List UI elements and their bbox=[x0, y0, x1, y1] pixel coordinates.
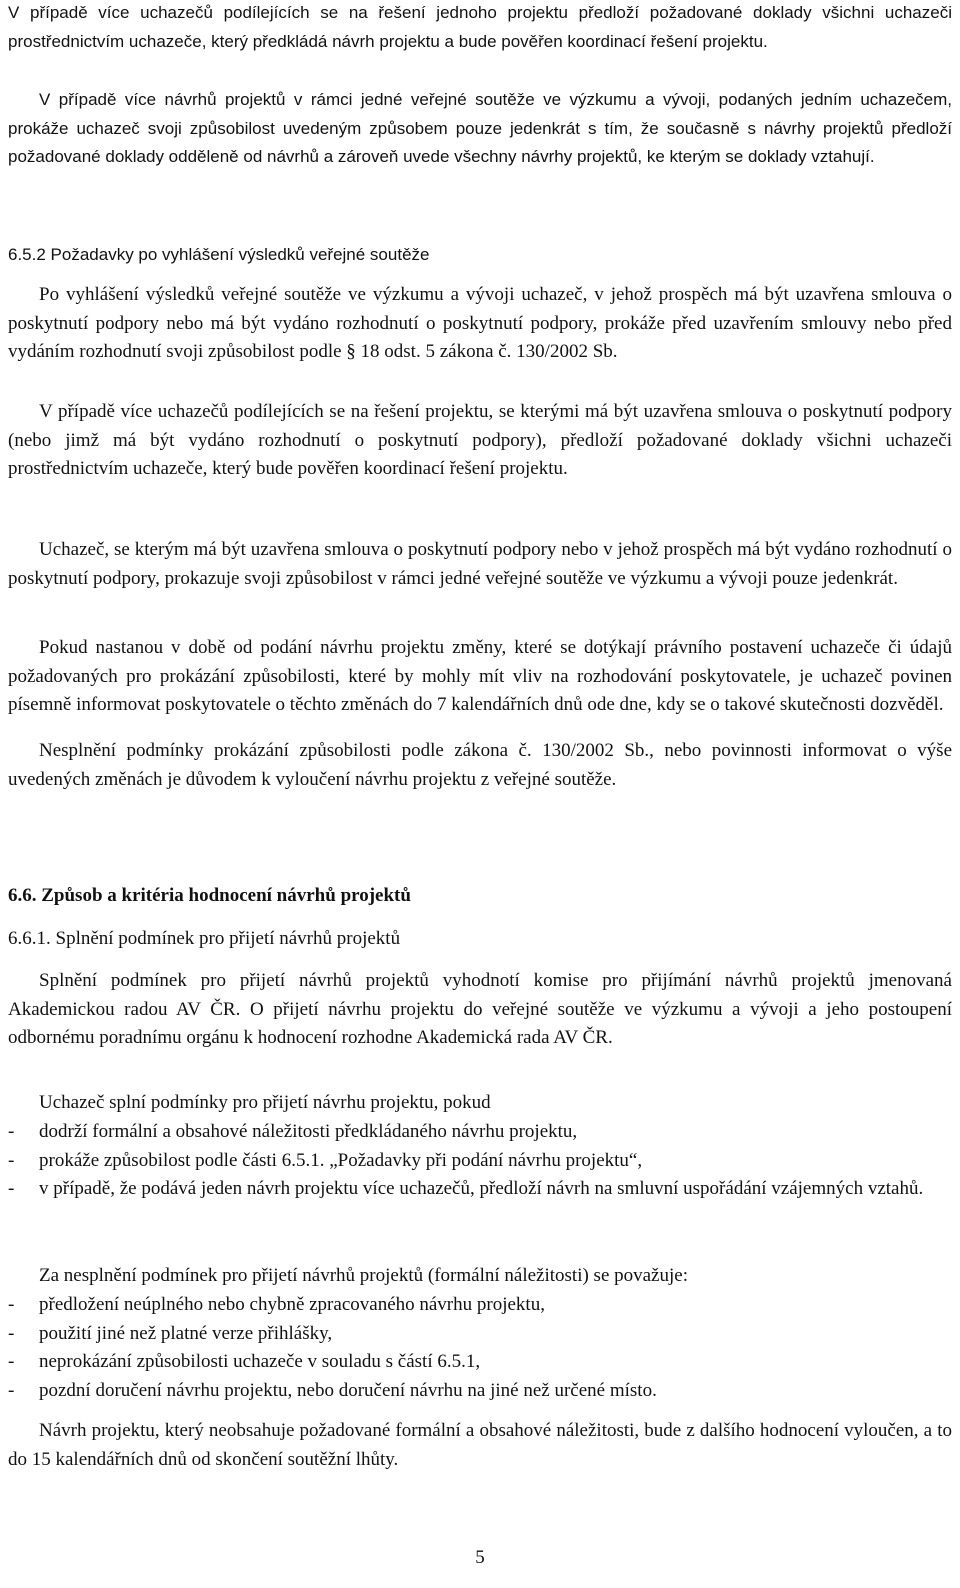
dash-marker: - bbox=[8, 1178, 15, 1199]
paragraph-10: Za nesplnění podmínek pro přijetí návrhů projektů (formální náležitosti) se považuje: bbox=[39, 1265, 688, 1286]
list-item: - prokáže způsobilost podle části 6.5.1. „Požadavky při podání návrhu projektu“, bbox=[8, 1147, 952, 1176]
paragraph-11: Návrh projektu, který neobsahuje požadované formální a obsahové náležitosti, bude z dalšího hodnocení vyloučen, a to do 15 kalendářních dnů od skončení soutěžní lhůty. bbox=[8, 1420, 952, 1470]
list-item: - použití jiné než platné verze přihlášky, bbox=[8, 1320, 952, 1349]
section-heading-6-6: 6.6. Způsob a kritéria hodnocení návrhů projektů bbox=[8, 885, 411, 906]
paragraph-8: Splnění podmínek pro přijetí návrhů projektů vyhodnotí komise pro přijímání návrhů projektů jmenovaná Akademickou radou AV ČR. O přijetí návrhu projektu do veřejné soutěže ve výzkumu a vývoji a jeho postoupení odbornému poradnímu orgánu k hodnocení rozhodne Akademická rada AV ČR. bbox=[8, 970, 952, 1048]
paragraph-3: Po vyhlášení výsledků veřejné soutěže ve výzkumu a vývoji uchazeč, v jehož prospěch má být uzavřena smlouva o poskytnutí podpory nebo má být vydáno rozhodnutí o poskytnutí podpory, prokáže před uzavřením smlouvy nebo před vydáním rozhodnutí svoji způsobilost podle § 18 odst. 5 zákona č. 130/2002 Sb. bbox=[8, 284, 952, 362]
dash-marker: - bbox=[8, 1351, 15, 1372]
dash-marker: - bbox=[8, 1121, 15, 1142]
paragraph-2: V případě více návrhů projektů v rámci jedné veřejné soutěže ve výzkumu a vývoji, podaných jedním uchazečem, prokáže uchazeč svoji způsobilost uvedeným způsobem pouze jedenkrát s tím, že současně s návrhy projektů předloží požadované doklady odděleně od návrhů a zároveň uvede všechny návrhy projektů, ke kterým se doklady vztahují. bbox=[8, 90, 952, 166]
dash-marker: - bbox=[8, 1322, 15, 1344]
paragraph-4: V případě více uchazečů podílejících se na řešení projektu, se kterými má být uzavřena smlouva o poskytnutí podpory (nebo jimž má být vydáno rozhodnutí o poskytnutí podpory), předloží požadované doklady všichni uchazeči prostřednictvím uchazeče, který bude pověřen koordinací řešení projektu. bbox=[8, 401, 952, 479]
dash-marker: - bbox=[8, 1379, 15, 1401]
dash-marker: - bbox=[8, 1149, 15, 1171]
section-heading-6-6-1: 6.6.1. Splnění podmínek pro přijetí návrhů projektů bbox=[8, 928, 401, 949]
section-heading-6-5-2: 6.5.2 Požadavky po vyhlášení výsledků veřejné soutěže bbox=[8, 245, 430, 264]
list-item: - v případě, že podává jeden návrh projektu více uchazečů, předloží návrh na smluvní uspořádání vzájemných vztahů. bbox=[8, 1175, 952, 1204]
document-page bbox=[8, 0, 952, 1588]
nonfulfillment-list bbox=[8, 1291, 952, 1405]
list-item: - neprokázání způsobilosti uchazeče v souladu s částí 6.5.1, bbox=[8, 1348, 952, 1377]
paragraph-9: Uchazeč splní podmínky pro přijetí návrhu projektu, pokud bbox=[39, 1092, 491, 1113]
dash-marker: - bbox=[8, 1294, 15, 1315]
list-item: - předložení neúplného nebo chybně zpracovaného návrhu projektu, bbox=[8, 1291, 952, 1320]
paragraph-6: Pokud nastanou v době od podání návrhu projektu změny, které se dotýkají právního postavení uchazeče či údajů požadovaných pro prokázání způsobilosti, které by mohly mít vliv na rozhodování poskytovatele, je uchazeč povinen písemně informovat poskytovatele o těchto změnách do 7 kalendářních dnů ode dne, kdy se o takové skutečnosti dozvěděl. bbox=[8, 637, 952, 715]
page-number: 5 bbox=[475, 1547, 485, 1568]
paragraph-7: Nesplnění podmínky prokázání způsobilosti podle zákona č. 130/2002 Sb., nebo povinnosti informovat o výše uvedených změnách je důvodem k vyloučení návrhu projektu z veřejné soutěže. bbox=[8, 740, 952, 790]
paragraph-5: Uchazeč, se kterým má být uzavřena smlouva o poskytnutí podpory nebo v jehož prospěch má být vydáno rozhodnutí o poskytnutí podpory, prokazuje svoji způsobilost v rámci jedné veřejné soutěže ve výzkumu a vývoji pouze jedenkrát. bbox=[8, 539, 952, 589]
conditions-list bbox=[8, 1118, 952, 1204]
list-item: - dodrží formální a obsahové náležitosti předkládaného návrhu projektu, bbox=[8, 1118, 952, 1147]
list-item: - pozdní doručení návrhu projektu, nebo doručení návrhu na jiné než určené místo. bbox=[8, 1377, 952, 1406]
paragraph-1: V případě více uchazečů podílejících se na řešení jednoho projektu předloží požadované doklady všichni uchazeči prostřednictvím uchazeče, který předkládá návrh projektu a bude pověřen koordinací řešení projektu. bbox=[8, 3, 952, 51]
